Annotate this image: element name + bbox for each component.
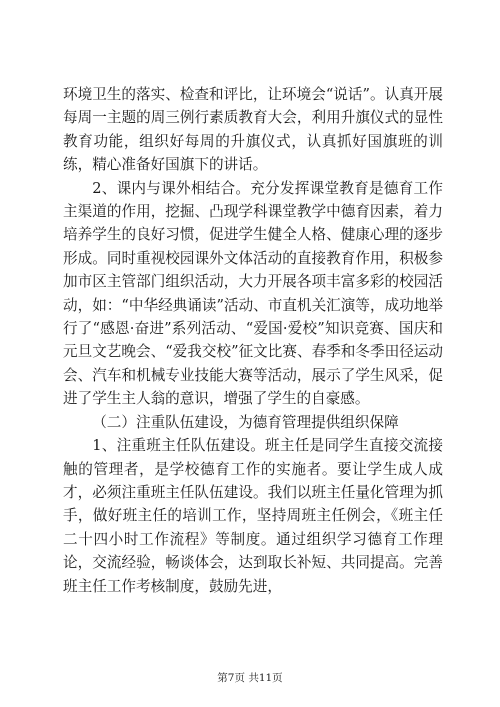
paragraph-environment: 环境卫生的落实、检查和评比，让环境会“说话”。认真开展每周一主题的周三例行素质教育大会，利用升旗仪式的显性教育功能，组织好每周的升旗仪式，认真抓好国旗班的训练，精心准备好国旗下的讲话。 <box>63 86 443 174</box>
paragraph-head-teacher-team: 1、注重班主任队伍建设。班主任是同学生直接交流接触的管理者，是学校德育工作的实施者。要让学生成人成才，必须注重班主任队伍建设。我们以班主任量化管理为抓手，做好班主任的培训工作，坚持周班主任例会，《班主任二十四小时工作流程》等制度。通过组织学习德育工作理论，交流经验，畅谈体会，达到取长补短、共同提高。完善班主任工作考核制度，鼓励先进， <box>63 437 443 595</box>
page-footer <box>0 671 500 685</box>
document-body <box>63 83 443 598</box>
section-heading-team-building: （二）注重队伍建设，为德育管理提供组织保障 <box>92 413 399 431</box>
page-number-label: 第7页 共11页 <box>217 672 283 684</box>
paragraph-classroom-activities: 2、课内与课外相结合。充分发挥课堂教育是德育工作主渠道的作用，挖掘、凸现学科课堂教学中德育因素，着力培养学生的良好习惯，促进学生健全人格、健康心理的逐步形成。同时重视校园课外文体活动的直接教育作用，积极参加市区主管部门组织活动，大力开展各项丰富多彩的校园活动，如：“中华经典诵读”活动、市直机关汇演等，成功地举行了“感恩·奋进”系列活动、“爱国·爱校”知识竞赛、国庆和元旦文艺晚会、“爱我交校”征文比赛、春季和冬季田径运动会、汽车和机械专业技能大赛等活动，展示了学生风采，促进了学生主人翁的意识，增强了学生的自豪感。 <box>63 179 443 408</box>
